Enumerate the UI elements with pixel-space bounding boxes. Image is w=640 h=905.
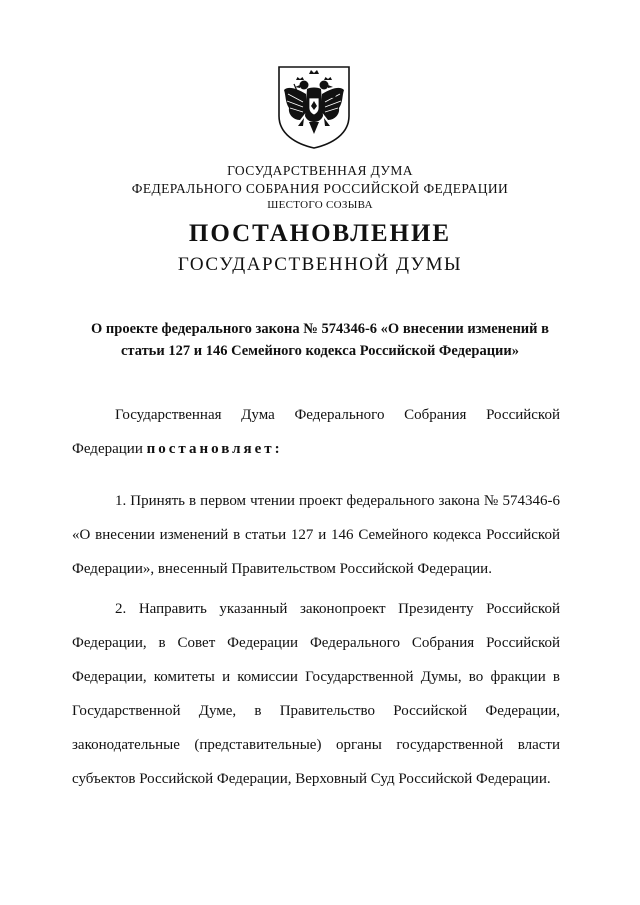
org-name-line1: ГОСУДАРСТВЕННАЯ ДУМА: [227, 163, 413, 178]
document-type-title: ПОСТАНОВЛЕНИЕ: [188, 220, 452, 247]
double-headed-eagle-icon: [276, 64, 352, 150]
coat-of-arms-emblem: [276, 64, 352, 150]
subject-line2: статьи 127 и 146 Семейного кодекса Российской Федерации»: [120, 343, 520, 359]
resolution-item-1: 1. Принять в первом чтении проект федерального закона № 574346-6 «О внесении изменений в статьи 127 и 146 Семейного кодекса Российской Федерации», внесенный Правительством Российской Федерации.: [72, 493, 560, 577]
org-name-line2: ФЕДЕРАЛЬНОГО СОБРАНИЯ РОССИЙСКОЙ ФЕДЕРАЦИИ: [131, 181, 509, 196]
intro-paragraph: [72, 398, 560, 466]
resolution-item-2: 2. Направить указанный законопроект Президенту Российской Федерации, в Совет Федерации Федерального Собрания Российской Федерации, комитеты и комиссии Государственной Думы, во фракции в Государственной Думе, в Правительство Российской Федерации, законодательные (представительные) органы государственной власти субъектов Российской Федерации, Верховный Суд Российской Федерации.: [72, 601, 560, 787]
intro-text: Государственная Дума Федерального Собрания Российской Федерации: [72, 407, 560, 457]
subject-line1: О проекте федерального закона № 574346-6 «О внесении изменений в: [91, 321, 549, 337]
document-issuer: ГОСУДАРСТВЕННОЙ ДУМЫ: [177, 254, 463, 275]
document-subject: [60, 318, 580, 362]
intro-verb: постановляет:: [146, 441, 283, 457]
convocation-line: ШЕСТОГО СОЗЫВА: [267, 199, 373, 211]
